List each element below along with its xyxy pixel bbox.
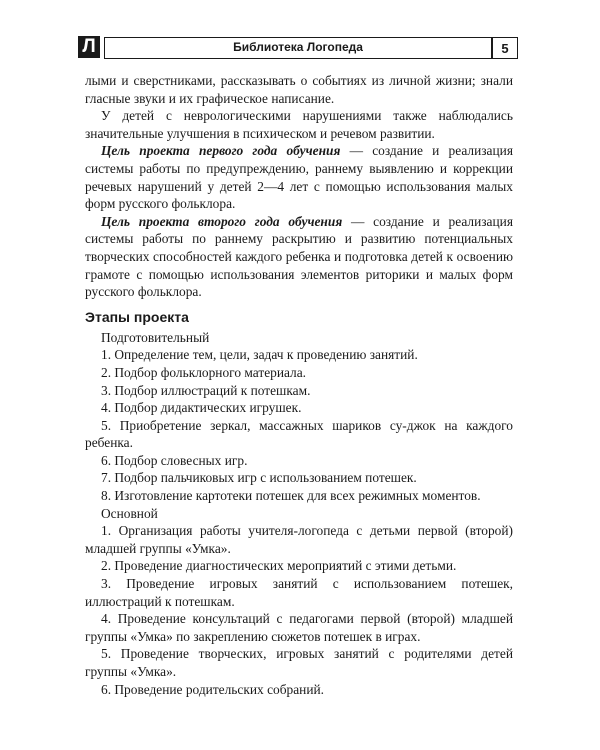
- goal-first-year-label: Цель проекта первого года обучения: [101, 143, 341, 159]
- goal-first-year-text: — создание и реализация системы работы по предупреждению, раннему выявлению и коррекции речевых нарушений у детей 2—4 лет с помощью использования малых форм русского фольклора.: [85, 143, 513, 212]
- list-item: 7. Подбор пальчиковых игр с использованием потешек.: [101, 470, 417, 486]
- main-list: [85, 522, 513, 698]
- goal-second-year-label: Цель проекта второго года обучения: [101, 213, 343, 229]
- header-title: Библиотека Логопеда: [233, 40, 363, 54]
- list-item: 1. Организация работы учителя-логопеда с детьми первой (второй) младшей группы «Умка».: [85, 523, 513, 556]
- list-item: 6. Подбор словесных игр.: [101, 452, 248, 468]
- list-item: 5. Приобретение зеркал, массажных шариков су-джок на каждого ребенка.: [85, 417, 513, 451]
- goal-first-year: [85, 142, 513, 212]
- list-item: 6. Проведение родительских собраний.: [101, 681, 325, 697]
- stage-title-main: Основной: [101, 505, 158, 521]
- list-item: 3. Проведение игровых занятий с использованием потешек, иллюстраций к потешкам.: [85, 576, 513, 609]
- prep-list: [85, 346, 513, 504]
- stage-title-prep: Подготовительный: [101, 329, 210, 345]
- library-logo: Л: [78, 36, 100, 58]
- intro-paragraph: лыми и сверстниками, рассказывать о событиях из личной жизни; знали гласные звуки и их графическое написание.: [85, 73, 513, 106]
- page-header: [78, 36, 518, 60]
- page-body: [85, 72, 513, 698]
- intro-paragraph: У детей с неврологическими нарушениями также наблюдались значительные улучшения в психическом и речевом развитии.: [85, 108, 513, 141]
- list-item: 3. Подбор иллюстраций к потешкам.: [101, 382, 311, 398]
- list-item: 4. Проведение консультаций с педагогами первой (второй) младшей группы «Умка» по закреплению сюжетов потешек в играх.: [85, 611, 513, 644]
- section-heading: Этапы проекта: [85, 308, 189, 325]
- page-number: 5: [492, 37, 518, 59]
- goal-second-year-text: — создание и реализация системы работы по раннему раскрытию и развитию потенциальных творческих способностей каждого ребенка и подготовка детей к освоению грамоте с помощью использования элементов риторики и малых форм русского фольклора.: [85, 213, 513, 300]
- goal-second-year: [85, 213, 513, 301]
- list-item: 1. Определение тем, цели, задач к проведению занятий.: [101, 347, 418, 363]
- list-item: 2. Подбор фольклорного материала.: [101, 364, 307, 380]
- list-item: 5. Проведение творческих, игровых занятий с родителями детей группы «Умка».: [85, 646, 513, 679]
- list-item: 8. Изготовление картотеки потешек для всех режимных моментов.: [101, 488, 481, 504]
- list-item: 4. Подбор дидактических игрушек.: [101, 400, 302, 416]
- list-item: 2. Проведение диагностических мероприятий с этими детьми.: [101, 558, 457, 574]
